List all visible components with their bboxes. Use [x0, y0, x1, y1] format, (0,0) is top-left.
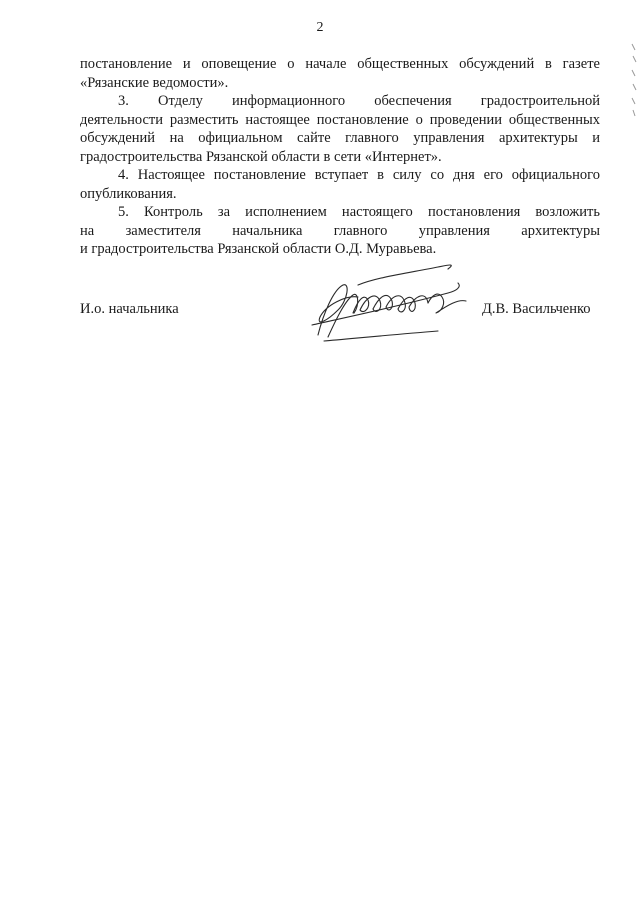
- paragraph-line: «Рязанские ведомости».: [80, 74, 229, 91]
- paragraph-line: постановление и оповещение о начале общественных обсуждений в газете: [80, 56, 600, 72]
- signatory-name: Д.В. Васильченко: [482, 301, 591, 317]
- paragraph-item-5: 5. Контроль за исполнением настоящего постановления возложить: [118, 204, 600, 220]
- document-body: [80, 55, 600, 259]
- page-number: 2: [316, 20, 324, 35]
- paragraph-item-5-line-2: на заместителя начальника главного управления архитектуры: [80, 222, 600, 239]
- paragraph-item-3: 3. Отделу информационного обеспечения градостроительной: [118, 93, 600, 109]
- paragraph-item-5-line-3: и градостроительства Рязанской области О.Д. Муравьева.: [80, 241, 437, 257]
- paragraph-item-4: 4. Настоящее постановление вступает в силу со дня его официального опубликования.: [80, 167, 600, 202]
- margin-scan-mark: [630, 40, 638, 120]
- handwritten-signature: [298, 255, 478, 355]
- signatory-title: И.о. начальника: [80, 301, 179, 317]
- paragraph-item-3-body: деятельности разместить настоящее постановление о проведении общественных обсуждений на официальном сайте главного управления архитектуры и градостроительства Рязанской области в сети «Интернет».: [80, 111, 600, 165]
